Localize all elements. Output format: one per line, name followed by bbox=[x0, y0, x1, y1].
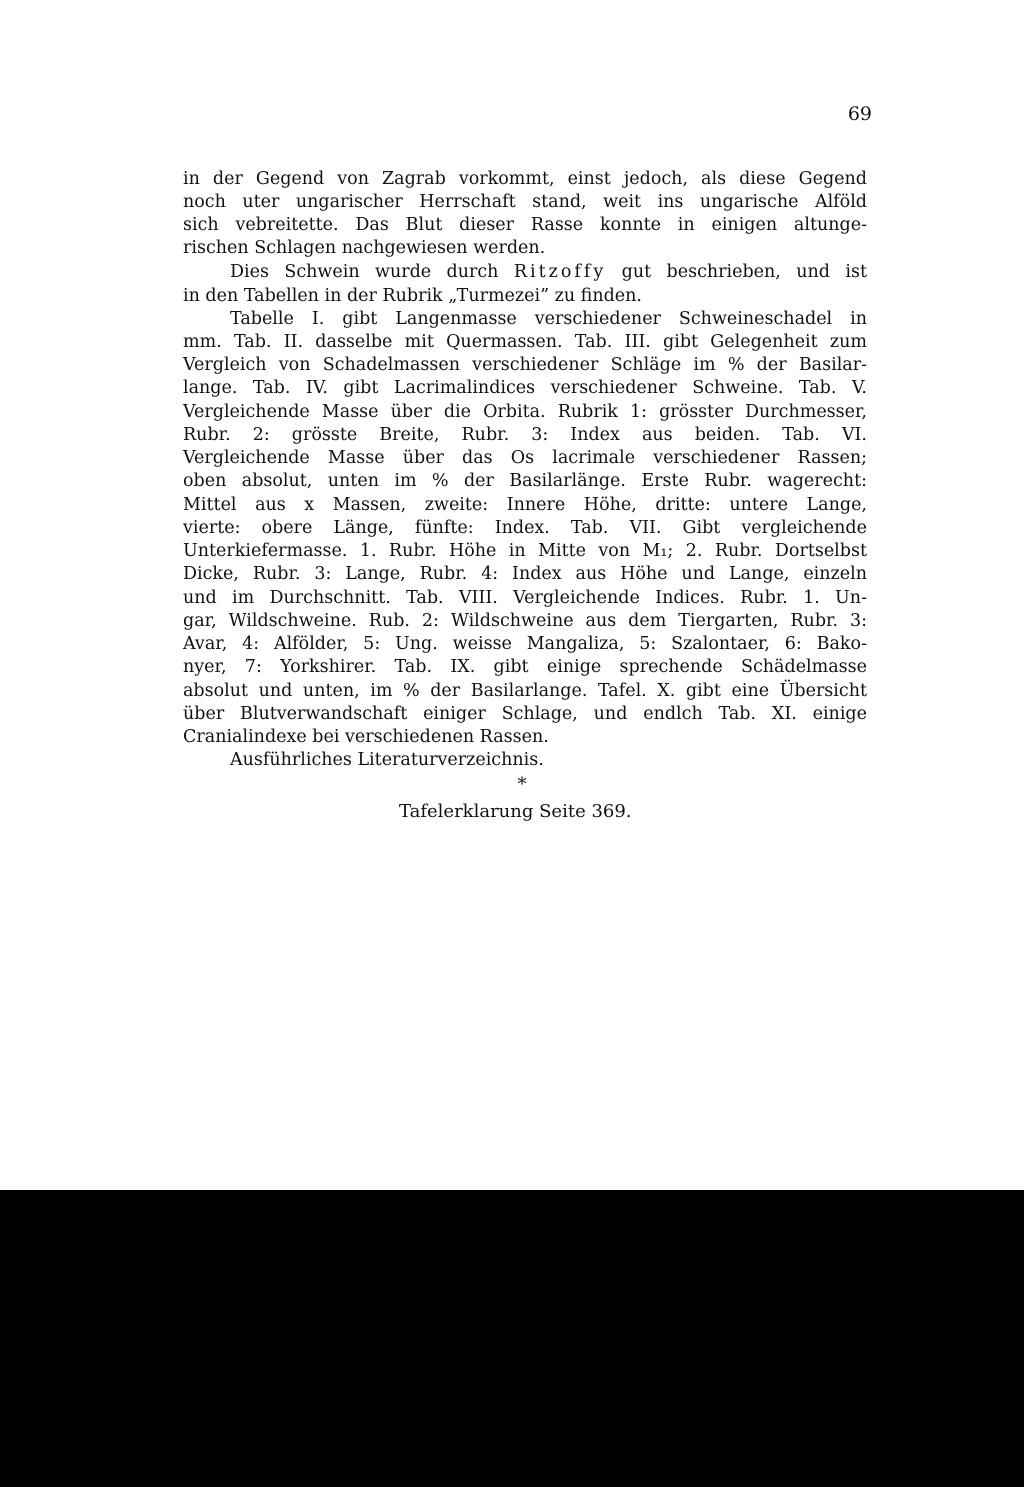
text-line-1: in der Gegend von Zagrab vorkommt, einst jedoch, als diese Gegend bbox=[183, 169, 867, 189]
text-line-10: lange. Tab. IV. gibt Lacrimalindices verschiedener Schweine. Tab. V. bbox=[183, 378, 867, 398]
text-line-7: Tabelle I. gibt Langenmasse verschiedener Schweineschadel in bbox=[230, 309, 867, 329]
text-line-12: Rubr. 2: grösste Breite, Rubr. 3: Index aus beiden. Tab. VI. bbox=[183, 425, 867, 445]
text-line-21: Avar, 4: Alfölder, 5: Ung. weisse Mangaliza, 5: Szalontaer, 6: Bako- bbox=[183, 634, 867, 654]
text-line-16: vierte: obere Länge, fünfte: Index. Tab. VII. Gibt vergleichende bbox=[183, 518, 867, 538]
plate-reference-caption: Tafelerklarung Seite 369. bbox=[399, 801, 632, 822]
text-line-26: Ausführliches Literaturverzeichnis. bbox=[230, 750, 544, 770]
text-line-13: Vergleichende Masse über das Os lacrimale verschiedener Rassen; bbox=[183, 448, 867, 468]
text-line-5 bbox=[230, 260, 867, 284]
text-line-9: Vergleich von Schadelmassen verschiedener Schläge im % der Basilar- bbox=[183, 355, 867, 375]
text-line-5-before: Dies Schwein wurde durch bbox=[230, 262, 499, 282]
text-line-19: und im Durchschnitt. Tab. VIII. Vergleichende Indices. Rubr. 1. Un- bbox=[183, 588, 867, 608]
author-name-ritzoffy: Ritzoffy bbox=[513, 262, 607, 282]
text-line-23: absolut und unten, im % der Basilarlange. Tafel. X. gibt eine Übersicht bbox=[183, 681, 867, 701]
text-line-2: noch uter ungarischer Herrschaft stand, weit ins ungarische Alföld bbox=[183, 192, 867, 212]
text-line-3: sich vebreitette. Das Blut dieser Rasse konnte in einigen altunge- bbox=[183, 215, 867, 235]
text-line-22: nyer, 7: Yorkshirer. Tab. IX. gibt einige sprechende Schädelmasse bbox=[183, 657, 867, 677]
text-line-5-after: gut beschrieben, und ist bbox=[621, 262, 867, 282]
text-line-15: Mittel aus x Massen, zweite: Innere Höhe, dritte: untere Lange, bbox=[183, 495, 867, 515]
text-line-8: mm. Tab. II. dasselbe mit Quermassen. Tab. III. gibt Gelegenheit zum bbox=[183, 332, 867, 352]
text-line-17: Unterkiefermasse. 1. Rubr. Höhe in Mitte von M₁; 2. Rubr. Dortselbst bbox=[183, 541, 867, 561]
text-line-14: oben absolut, unten im % der Basilarlänge. Erste Rubr. wagerecht: bbox=[183, 471, 867, 491]
section-separator-asterisk: * bbox=[517, 774, 527, 795]
text-line-20: gar, Wildschweine. Rub. 2: Wildschweine aus dem Tiergarten, Rubr. 3: bbox=[183, 611, 867, 631]
text-line-18: Dicke, Rubr. 3: Lange, Rubr. 4: Index aus Höhe und Lange, einzeln bbox=[183, 564, 867, 584]
text-line-11: Vergleichende Masse über die Orbita. Rubrik 1: grösster Durchmesser, bbox=[183, 402, 867, 422]
text-line-4: rischen Schlagen nachgewiesen werden. bbox=[183, 238, 546, 258]
page-number: 69 bbox=[847, 103, 872, 125]
text-line-24: über Blutverwandschaft einiger Schlage, und endlch Tab. XI. einige bbox=[183, 704, 867, 724]
text-line-25: Cranialindexe bei verschiedenen Rassen. bbox=[183, 727, 549, 747]
text-line-6: in den Tabellen in der Rubrik „Turmezei” zu finden. bbox=[183, 286, 642, 306]
